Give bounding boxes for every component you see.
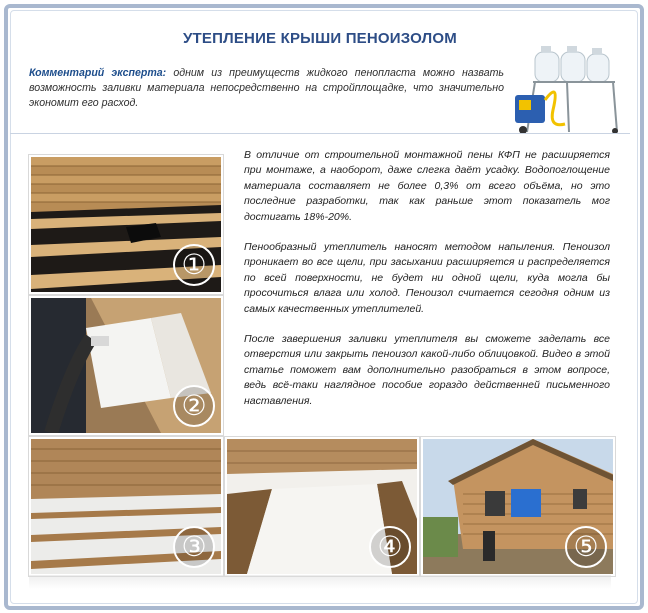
expert-comment-label: Комментарий эксперта: bbox=[29, 67, 167, 79]
expert-comment-text: одним из преимуществ жидкого пенопласта можно назвать возможность заливки материала непосредственно на стройплощадке, что значительно экономит его расход. bbox=[29, 67, 504, 109]
page-title: УТЕПЛЕНИЕ КРЫШИ ПЕНОИЗОЛОМ bbox=[183, 30, 457, 47]
photo-2-number: ② bbox=[173, 385, 215, 427]
photo-3 bbox=[29, 437, 223, 576]
photo-4 bbox=[225, 437, 419, 576]
expert-comment bbox=[29, 66, 504, 111]
paragraph-1: В отличие от строительной монтажной пены КФП не расширяется при монтаже, а наоборот, даже слегка даёт усадку. Водопоглощение материала составляет не более 0,3% от всего объёма, но это последние разработки, так как раньше этот показатель мог достигать 18%-20%. bbox=[244, 149, 610, 223]
photo-3-number: ③ bbox=[173, 526, 215, 568]
article-body bbox=[244, 148, 610, 424]
photo-1 bbox=[29, 155, 223, 294]
photo-5 bbox=[421, 437, 615, 576]
paragraph-2: Пенообразный утеплитель наносят методом напыления. Пеноизол проникает во все щели, при засыхании расширяется и распределяется по всей поверхности, не будет ни одной щели, куда могла бы просочиться влага или холод. Пеноизол считается сегодня одним из самых качественных утеплителей. bbox=[244, 241, 610, 315]
divider bbox=[10, 133, 630, 134]
paragraph-3: После завершения заливки утеплителя вы сможете заделать все отверстия или закрыть пеноизол какой-либо облицовкой. Видео в этой статье поможет вам дополнительно разобраться в этом вопросе, ведь всё-таки наглядное пособие гораздо действенней письменного наставления. bbox=[244, 333, 610, 407]
photo-4-number: ④ bbox=[369, 526, 411, 568]
photo-2 bbox=[29, 296, 223, 435]
photo-5-number: ⑤ bbox=[565, 526, 607, 568]
photo-1-number: ① bbox=[173, 244, 215, 286]
foam-machine-image bbox=[505, 40, 630, 135]
